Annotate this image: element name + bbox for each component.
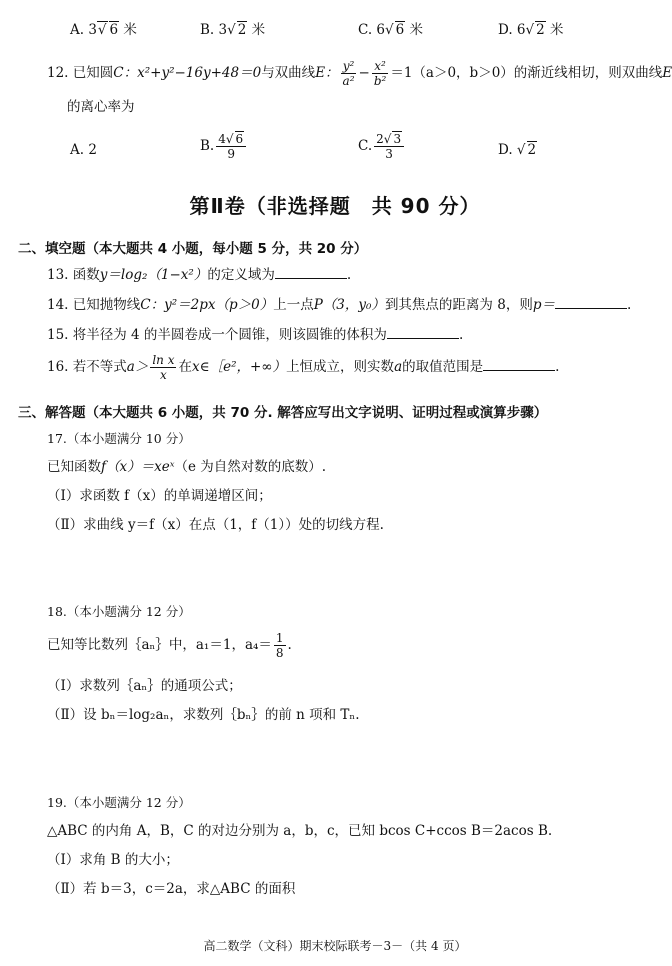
q18-line1: 已知等比数列｛aₙ｝中，a₁＝1，a₄＝ $\frac{1}{8}$ . [47,631,292,660]
q17-part2: （Ⅱ）求曲线 y＝f（x）在点（1，f（1））处的切线方程. [47,517,384,533]
q12-option-d: D. √ 2 [498,142,537,158]
q18-part2: （Ⅱ）设 bₙ＝log₂aₙ，求数列｛bₙ｝的前 n 项和 Tₙ. [47,707,360,723]
q11-option-b: B. 3√ 2 米 [200,22,266,38]
q12-option-a: A. 2 [70,142,97,158]
q18-heading: 18.（本小题满分 12 分） [47,604,191,619]
q11-option-c: C. 6√ 6 米 [358,22,424,38]
q17-line1: 已知函数f（x）＝xeˣ（e 为自然对数的底数）. [47,459,327,475]
q15-answer-blank[interactable] [387,326,459,339]
q19-heading: 19.（本小题满分 12 分） [47,795,191,810]
q12-line2: 的离心率为 [67,99,135,115]
q14-answer-blank[interactable] [555,296,627,309]
part2-title: 第Ⅱ卷（非选择题 共 90 分） [189,194,481,218]
q15: 15. 将半径为 4 的半圆卷成一个圆锥，则该圆锥的体积为 . [47,327,464,343]
q18-part1: （Ⅰ）求数列｛aₙ｝的通项公式； [47,678,242,694]
q11-option-a: A. 3√ 6 米 [70,22,137,38]
q12-option-c: C. $\frac{2√ 3}{3}$ [358,132,406,161]
q13-answer-blank[interactable] [275,266,347,279]
q12-option-b: B. $\frac{4√ 6}{9}$ [200,132,248,161]
q12-line1: 12. 已知圆C：x²+y²−16y+48＝0与双曲线E： $\frac{\text{y²}}{\text{a²}}$ − $\frac{\text{x²}}{\text{b²}}$ ＝1（a＞0，b＞0）的渐近线相切，则双曲线E [47,59,672,88]
q17-heading: 17.（本小题满分 10 分） [47,431,191,446]
page-footer: 高二数学（文科）期末校际联考－3－（共 4 页） [203,939,467,953]
q19-line1: △ABC 的内角 A，B，C 的对边分别为 a，b，c，已知 bcos C+ccos B＝2acos B. [47,823,553,839]
q17-part1: （Ⅰ）求函数 f（x）的单调递增区间； [47,488,272,504]
q11-option-d: D. 6√ 2 米 [498,22,564,38]
q16-answer-blank[interactable] [483,358,555,371]
section2-heading: 二、填空题（本大题共 4 小题，每小题 5 分，共 20 分） [18,241,368,257]
q14: 14. 已知抛物线C：y²＝2px（p＞0）上一点P（3，y₀）到其焦点的距离为 8，则p＝ . [47,297,632,313]
q19-part2: （Ⅱ）若 b＝3，c＝2a，求△ABC 的面积 [47,881,296,897]
q19-part1: （Ⅰ）求角 B 的大小； [47,852,179,868]
q13: 13. 函数y＝log₂（1−x²）的定义域为 . [47,267,352,283]
section3-heading: 三、解答题（本大题共 6 小题，共 70 分. 解答应写出文字说明、证明过程或演算步骤） [18,405,548,421]
q16: 16. 若不等式a＞ $\frac{\text{ln x}}{x}$ 在x∈［e²，+∞）上恒成立，则实数a的取值范围是 . [47,353,560,382]
